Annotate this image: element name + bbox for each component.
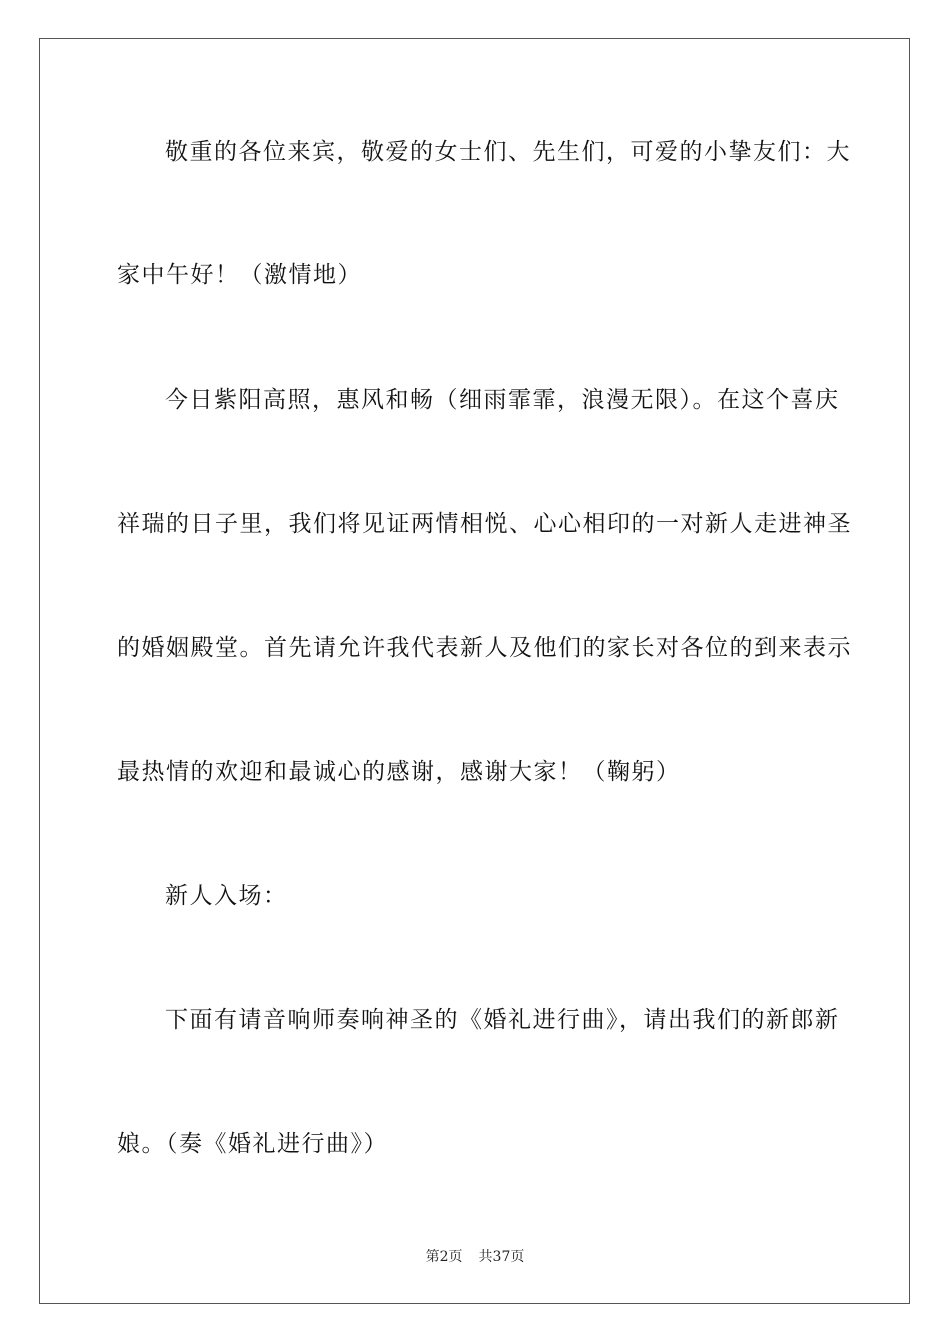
page-total: 共37页 (478, 1249, 525, 1265)
paragraph-1-line-2: 家中午好！（激情地） (117, 262, 362, 288)
paragraph-4-line-1: 下面有请音响师奏响神圣的《婚礼进行曲》，请出我们的新郎新 (165, 1007, 840, 1033)
page-footer (0, 1248, 950, 1266)
paragraph-2-line-1: 今日紫阳高照，惠风和畅（细雨霏霏，浪漫无限）。在这个喜庆 (165, 387, 840, 413)
paragraph-2-line-2: 祥瑞的日子里，我们将见证两情相悦、心心相印的一对新人走进神圣 (117, 511, 852, 537)
paragraph-3-line-1: 新人入场： (165, 883, 288, 909)
paragraph-1-line-1: 敬重的各位来宾，敬爱的女士们、先生们，可爱的小挚友们：大 (165, 139, 851, 165)
paragraph-2-line-4: 最热情的欢迎和最诚心的感谢，感谢大家！（鞠躬） (117, 759, 681, 785)
page-number: 第2页 (425, 1249, 463, 1265)
paragraph-2-line-3: 的婚姻殿堂。首先请允许我代表新人及他们的家长对各位的到来表示 (117, 635, 852, 661)
paragraph-4-line-2: 娘。（奏《婚礼进行曲》） (117, 1131, 388, 1157)
page-border (39, 38, 910, 1304)
